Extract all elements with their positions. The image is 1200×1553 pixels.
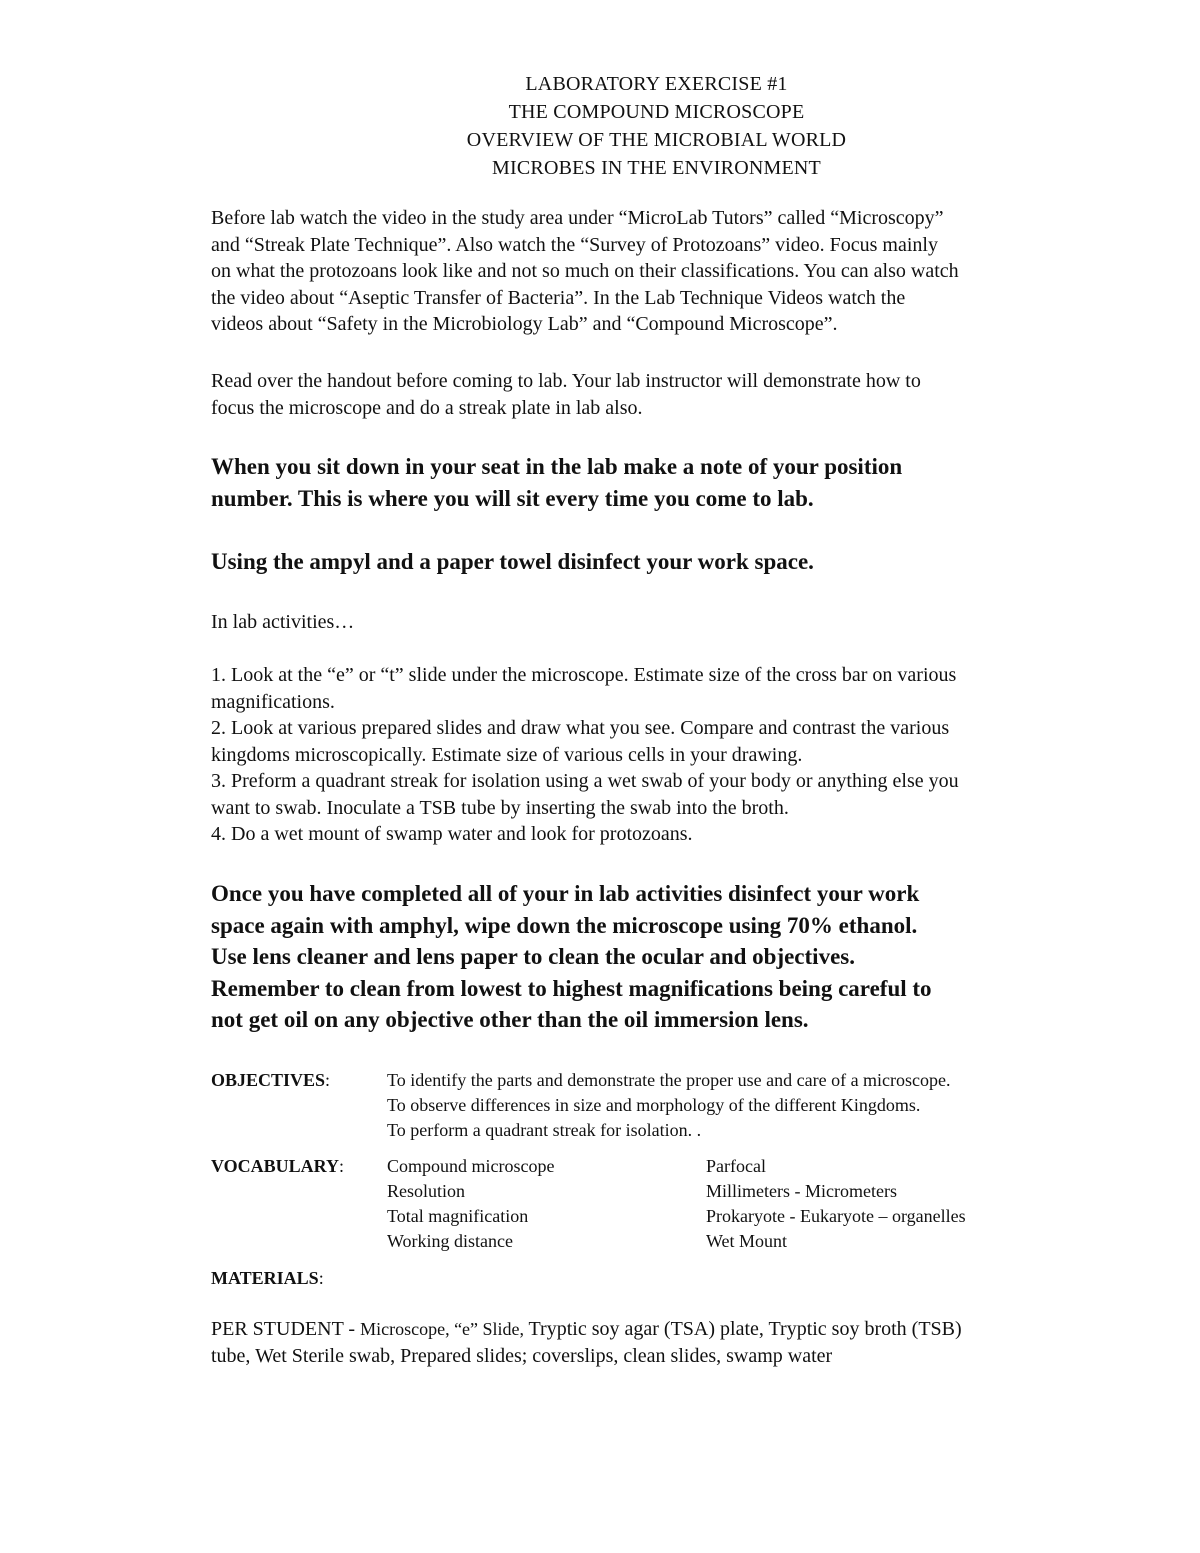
materials-items: tube, Wet Sterile swab, Prepared slides; coverslips, clean slides, swamp water xyxy=(211,1345,833,1367)
vocabulary-column-1 xyxy=(387,1154,554,1254)
vocabulary-term: Compound microscope xyxy=(387,1156,555,1176)
vocabulary-term: Resolution xyxy=(387,1181,466,1201)
per-student-label: PER STUDENT - xyxy=(211,1318,361,1340)
paragraph-line: focus the microscope and do a streak plate in lab also. xyxy=(211,396,643,419)
paragraph-line: on what the protozoans look like and not so much on their classifications. You can also watch xyxy=(211,260,959,282)
cleanup-note xyxy=(211,878,1131,1036)
list-item: 4. Do a wet mount of swamp water and look for protozoans. xyxy=(211,823,693,845)
objective-item: To observe differences in size and morphology of the different Kingdoms. xyxy=(387,1095,921,1115)
note-line: not get oil on any objective other than the oil immersion lens. xyxy=(211,1007,809,1032)
paragraph-line: videos about “Safety in the Microbiology Lab” and “Compound Microscope”. xyxy=(211,313,838,335)
objectives-label-text: OBJECTIVES xyxy=(211,1070,326,1090)
objective-item: To identify the parts and demonstrate the proper use and care of a microscope. xyxy=(387,1070,951,1090)
vocabulary-term: Millimeters - Micrometers xyxy=(706,1181,897,1201)
list-item: kingdoms microscopically. Estimate size of various cells in your drawing. xyxy=(211,743,803,766)
objectives-label xyxy=(211,1068,330,1093)
list-item: magnifications. xyxy=(211,690,335,713)
list-item: 1. Look at the “e” or “t” slide under the microscope. Estimate size of the cross bar on various xyxy=(211,664,957,686)
materials-items: Microscope, “e” Slide, xyxy=(360,1319,529,1339)
note-line: Once you have completed all of your in lab activities disinfect your work xyxy=(211,881,920,906)
paragraph-line: the video about “Aseptic Transfer of Bacteria”. In the Lab Technique Videos watch the xyxy=(211,286,906,309)
list-item: want to swab. Inoculate a TSB tube by inserting the swab into the broth. xyxy=(211,796,789,819)
vocabulary-column-2 xyxy=(706,1154,966,1254)
intro-paragraph xyxy=(211,205,1111,338)
note-line: Using the ampyl and a paper towel disinfect your work space. xyxy=(211,549,814,574)
paragraph-line: and “Streak Plate Technique”. Also watch the “Survey of Protozoans” video. Focus mainly xyxy=(211,233,938,256)
objectives-colon: : xyxy=(325,1070,331,1090)
list-item: 2. Look at various prepared slides and draw what you see. Compare and contrast the various xyxy=(211,717,950,739)
note-line: Use lens cleaner and lens paper to clean the ocular and objectives. xyxy=(211,944,855,969)
note-line: space again with amphyl, wipe down the microscope using 70% ethanol. xyxy=(211,912,918,938)
objective-item: To perform a quadrant streak for isolation. . xyxy=(387,1120,702,1140)
disinfect-note xyxy=(211,546,1131,578)
materials-colon: : xyxy=(318,1268,324,1288)
vocabulary-term: Total magnification xyxy=(387,1206,529,1226)
materials-label-text: MATERIALS xyxy=(211,1268,319,1288)
vocabulary-term: Wet Mount xyxy=(706,1231,788,1251)
note-line: Remember to clean from lowest to highest magnifications being careful to xyxy=(211,975,932,1001)
seat-note xyxy=(211,451,1131,514)
vocabulary-term: Parfocal xyxy=(706,1156,766,1176)
materials-line xyxy=(211,1316,1131,1343)
list-item: 3. Preform a quadrant streak for isolation using a wet swab of your body or anything else you xyxy=(211,770,959,792)
heading-text: In lab activities… xyxy=(211,611,355,633)
vocabulary-colon: : xyxy=(339,1156,345,1176)
title-line: OVERVIEW OF THE MICROBIAL WORLD xyxy=(466,129,847,151)
document-title xyxy=(0,70,1200,182)
paragraph-line: Read over the handout before coming to lab. Your lab instructor will demonstrate how to xyxy=(211,370,921,392)
activities-heading xyxy=(211,609,1111,636)
vocabulary-label-text: VOCABULARY xyxy=(211,1156,340,1176)
materials-label xyxy=(211,1266,324,1291)
vocabulary-term: Prokaryote - Eukaryote – organelles xyxy=(706,1206,966,1226)
title-line: LABORATORY EXERCISE #1 xyxy=(525,73,788,95)
paragraph-line: Before lab watch the video in the study area under “MicroLab Tutors” called “Microscopy” xyxy=(211,207,944,229)
read-over-paragraph xyxy=(211,368,1111,421)
materials-line xyxy=(211,1343,1131,1370)
activities-list xyxy=(211,662,1111,848)
materials-items: Tryptic soy agar (TSA) plate, Tryptic soy broth (TSB) xyxy=(528,1318,962,1340)
title-line: THE COMPOUND MICROSCOPE xyxy=(508,101,805,123)
title-line: MICROBES IN THE ENVIRONMENT xyxy=(492,157,821,179)
objectives-list xyxy=(387,1068,951,1143)
vocabulary-label xyxy=(211,1154,344,1179)
vocabulary-term: Working distance xyxy=(387,1231,514,1251)
note-line: When you sit down in your seat in the lab make a note of your position xyxy=(211,454,903,479)
note-line: number. This is where you will sit every time you come to lab. xyxy=(211,485,814,511)
